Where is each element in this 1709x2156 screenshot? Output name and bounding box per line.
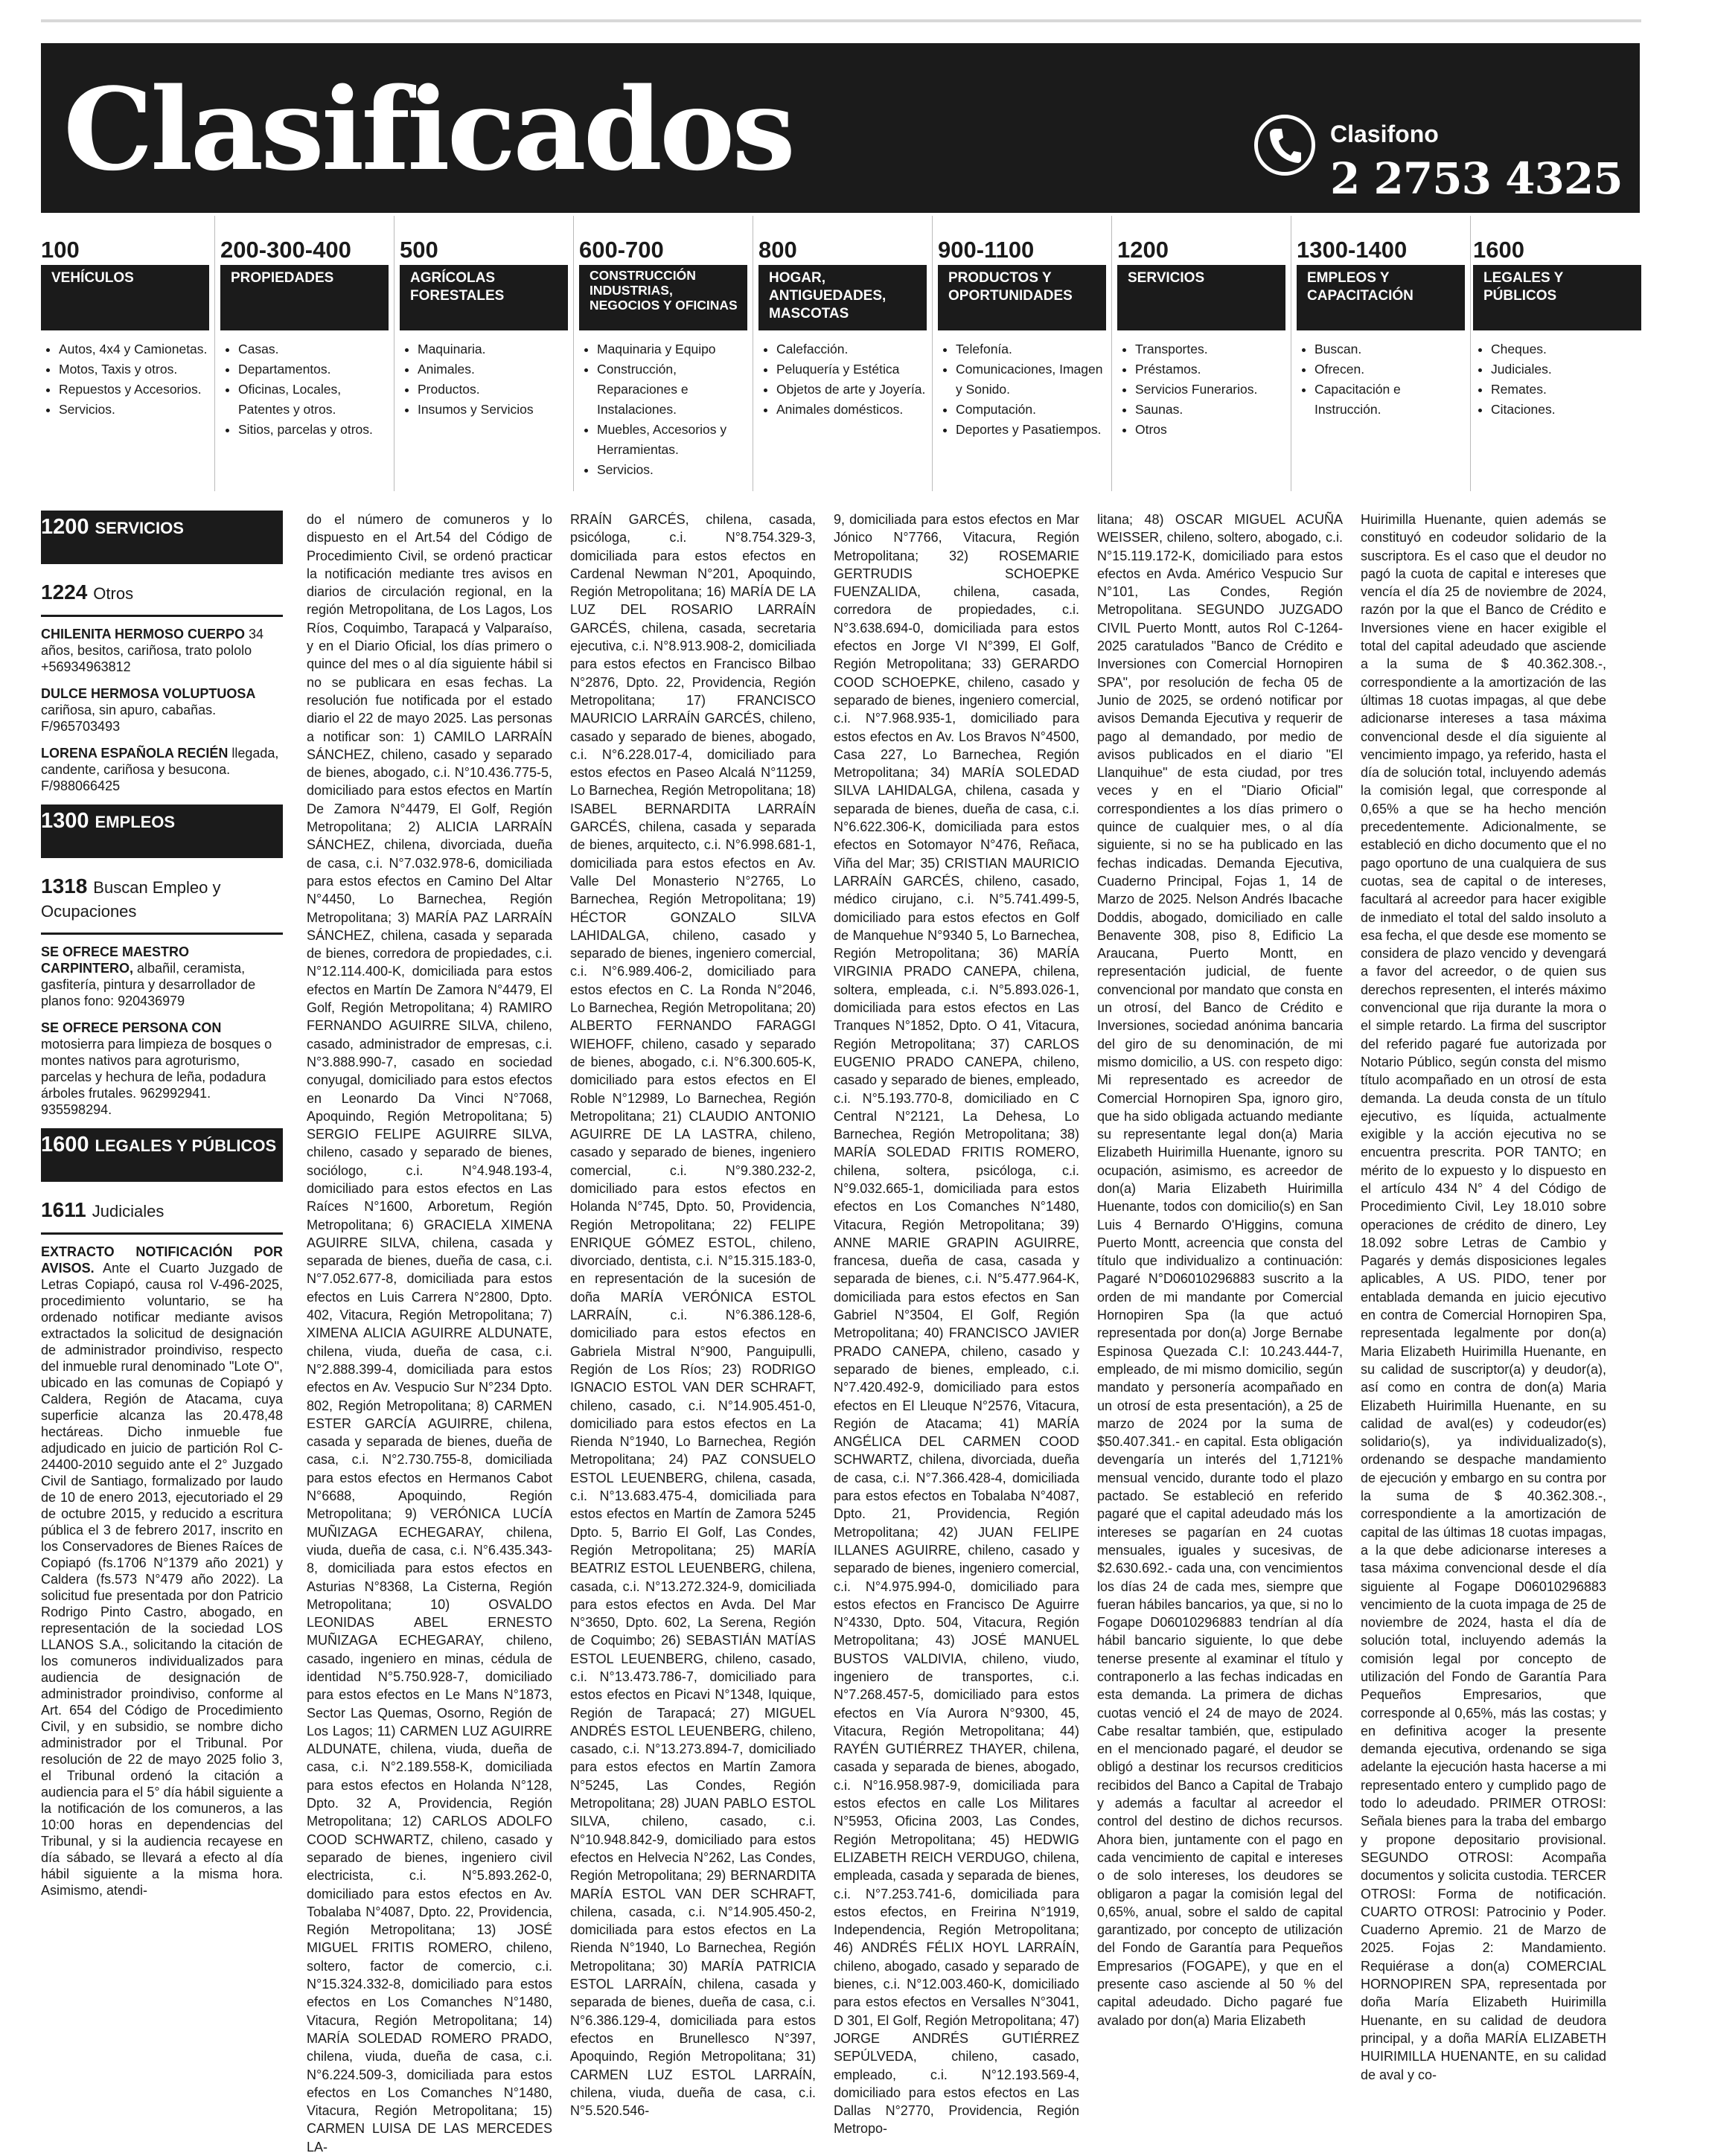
category-item: • Sitios, parcelas y otros. xyxy=(238,420,389,440)
category-label: AGRÍCOLAS FORESTALES xyxy=(400,265,568,330)
category-index xyxy=(41,235,1641,488)
column-divider xyxy=(1111,216,1112,491)
category-agricolas xyxy=(400,235,568,488)
section-header-servicios: 1200 SERVICIOS xyxy=(41,511,283,564)
category-item: • Motos, Taxis y otros. xyxy=(59,359,209,380)
category-label: HOGAR, ANTIGUEDADES, MASCOTAS xyxy=(758,265,927,330)
classified-ad: DULCE HERMOSA VOLUPTUOSA cariñosa, sin apuro, cabañas. F/965703493 xyxy=(41,686,256,734)
category-item: • Capacitación e Instrucción. xyxy=(1315,380,1465,420)
category-item: • Productos. xyxy=(418,380,568,400)
notice-text: 9, domiciliada para estos efectos en Mar Jónico N°7766, Vitacura, Región Metropolitana; 32) ROSEMARIE GERTRUDIS SCHOEPKE FUENZALIDA, chilena, casada, corredora de propiedades, c.i. N°3.638.694-0, domiciliada para estos efectos en Jorge VI N°399, El Golf, Región Metropolitana; 33) GERARDO COOD SCHOEPKE, chileno, casado y separado de bienes, ingeniero comercial, c.i. N°7.968.935-1, domiciliado para estos efectos en Av. Los Bravos N°4500, Casa 227, Lo Barnechea, Región Metropolitana; 34) MARÍA SOLEDAD SILVA LAHIDALGA, chilena, casada y separada de bienes, dueña de casa, c.i. N°6.622.306-K, domiciliada para estos efectos en Sotomayor N°476, Reñaca, Viña del Mar; 35) CRISTIAN MAURICIO LARRAÍN GARCÉS, chileno, casado, médico cirujano, c.i. N°5.741.499-5, domiciliado para estos efectos en Golf de Manquehue N°9340 5, Lo Barnechea, Región Metropolitana; 36) MARÍA VIRGINIA PRADO CANEPA, chilena, soltera, empleada, c.i. N°5.893.026-1, domiciliada para estos efectos en Las Tranques N°1852, Dpto. O 41, Vitacura, Región Metropolitana; 37) CARLOS EUGENIO PRADO CANEPA, chileno, casado y separado de bienes, empleado, c.i. N°5.193.770-8, domiciliado en C Central N°2121, La Dehesa, Lo Barnechea, Región Metropolitana; 38) MARÍA SOLEDAD FRITIS ROMERO, chilena, soltera, psicóloga, c.i. N°9.032.665-1, domiciliada para estos efectos en Los Comanches N°1480, Vitacura, Región Metropolitana; 39) ANNE MARIE GRAPIN AGUIRRE, francesa, dueña de casa, casada y separada de bienes, c.i. N°5.477.964-K, domiciliada para estos efectos en San Gabriel N°3504, El Golf, Región Metropolitana; 40) FRANCISCO JAVIER PRADO CANEPA, chileno, casado y separado de bienes, empleado, c.i. N°7.420.492-9, domiciliado para estos efectos en El Lleuque N°2576, Vitacura, Región de Atacama; 41) MARÍA ANGÉLICA DEL CARMEN COOD SCHWARTZ, chilena, divorciada, dueña de casa, c.i. N°7.366.428-4, domiciliada para estos efectos en Tobalaba N°4087, Dpto. 21, Providencia, Región Metropolitana; 42) JUAN FELIPE ILLANES AGUIRRE, chileno, casado y separado de bienes, ingeniero comercial, c.i. N°4.975.994-0, domiciliado para estos efectos en Francisco De Aguirre N°4330, Dpto. 504, Vitacura, Región Metropolitana; 43) JOSÉ MANUEL BUSTOS VALDIVIA, chileno, viudo, ingeniero de transportes, c.i. N°7.268.457-5, domiciliado para estos efectos en Vía Aurora N°9300, 45, Vitacura, Región Metropolitana; 44) RAYÉN GUTIÉRREZ THAYER, chilena, casada y separada de bienes, abogado, c.i. N°16.958.987-9, domiciliada para estos efectos en calle Los Militares N°5953, Oficina 2003, Las Condes, Región Metropolitana; 45) HEDWIG ELIZABETH REICH VERDUGO, chilena, empleada, casada y separada de bienes, c.i. N°7.253.741-6, domiciliada para estos efectos, en Freirina N°1919, Independencia, Región Metropolitana; 46) ANDRÉS FÉLIX HOYL LARRAÍN, chileno, abogado, casado y separado de bienes, c.i. N°12.003.460-K, domiciliado para estos efectos en Versalles N°3041, D 301, El Golf, Región Metropolitana; 47) JORGE ANDRÉS GUTIÉRREZ SEPÚLVEDA, chileno, casado, empleado, c.i. N°12.193.569-4, domiciliado para estos efectos en Las Dallas N°2770, Providencia, Región Metropo- xyxy=(834,512,1079,2137)
column-divider xyxy=(214,216,215,491)
category-vehiculos xyxy=(41,235,209,488)
category-item: • Insumos y Servicios xyxy=(418,400,568,420)
section-title: Clasificados xyxy=(63,63,793,196)
category-item: • Computación. xyxy=(956,400,1106,420)
category-item: • Servicios Funerarios. xyxy=(1135,380,1285,400)
masthead xyxy=(41,43,1640,213)
category-item: • Citaciones. xyxy=(1491,400,1641,420)
category-number: 1300-1400 xyxy=(1297,237,1408,263)
category-item: • Servicios. xyxy=(59,400,209,420)
text-column-1 xyxy=(307,511,552,2155)
subsection-otros: 1224 Otros xyxy=(41,580,134,604)
category-item: • Judiciales. xyxy=(1491,359,1641,380)
category-item: • Autos, 4x4 y Camionetas. xyxy=(59,339,209,359)
category-item: • Deportes y Pasatiempos. xyxy=(956,420,1106,440)
notice-text: Huirimilla Huenante, quien además se constituyó en codeudor solidario de la suscriptora. Es el caso que el deudor no pagó la cuota de capital e intereses que vencía el día 25 de noviembre de 2024, razón por la que el Banco de Crédito e Inversiones viene en hacer exigible el total del capital adeudado que asciende a la suma de $ 40.362.308.-, correspondiente a la amortización de las últimas 18 cuotas impagas, al que debe adicionarse intereses a tasa máxima convencional desde el día siguiente al vencimiento impago, ya referido, hasta el día de solución total, incluyendo además la comisión legal, que corresponde al 0,65% a que se ha hecho mención precedentemente. Adicionalmente, se estableció en dicho documento que el no pago oportuno de una cualquiera de sus cuotas, sea de capital o de intereses, facultará al acreedor para hacer exigible de inmediato el total del saldo insoluto a esa fecha, el que desde ese momento se considera de plazo vencido y devengará a favor del acreedor, o de quien sus derechos representen, el interés máximo convencional que rija durante la mora o el simple retardo. La firma del suscriptor del referido pagaré fue autorizada por Notario Público, según consta del mismo título acompañado en un otrosí de esta demanda. La deuda consta de un título ejecutivo, es líquida, actualmente exigible y la acción ejecutiva no se encuentra prescrita. POR TANTO; en mérito de lo expuesto y lo dispuesto en el artículo 434 N° 4 del Código de Procedimiento Civil, Ley 18.010 sobre operaciones de crédito de dinero, Ley 18.092 sobre Letras de Cambio y Pagarés y demás disposiciones legales aplicables, A US. PIDO, tener por entablada demanda en juicio ejecutivo en contra de Comercial Hornopiren Spa, representada legalmente por don(a) Maria Elizabeth Huirimilla Huenante, en su calidad de suscriptor(a) y deudor(a), así como en contra de don(a) Maria Elizabeth Huirimilla Huenante, en su calidad de aval(es) y codeudor(es) solidario(s), ya individualizado(s), ordenando se despache mandamiento de ejecución y embargo en su contra por la suma de $ 40.362.308.-, correspondiente a la amortización de capital de las últimas 18 cuotas impagas, a la que debe adicionarse intereses a tasa máxima convencional desde el día siguiente al Fogape D06010296883 vencimiento de la cuota impaga de 25 de noviembre de 2024, hasta el día de solución total, incluyendo además la comisión legal por concepto de utilización del Fondo de Garantía Para Pequeños Empresarios, que corresponde al 0,65%, más las costas; y en definitiva acoger la presente demanda ejecutiva, ordenando se siga adelante la ejecución hasta hacerse a mi representado entero y cumplido pago de todo lo adeudado. PRIMER OTROSI: Señala bienes para la traba del embargo y propone depositario provisional. SEGUNDO OTROSI: Acompaña documentos y solicita custodia. TERCER OTROSI: Forma de notificación. CUARTO OTROSI: Patrocinio y Poder. Cuaderno Apremio. 21 de Marzo de 2025. Fojas 2: Mandamiento. Requiérase a don(a) COMERCIAL HORNOPIREN SPA, representada por doña María Elizabeth Huirimilla Huenante, en su calidad de deudora principal, y a doña MARÍA ELIZABETH HUIRIMILLA HUENANTE, en su calidad de aval y co- xyxy=(1361,512,1606,2082)
category-propiedades xyxy=(220,235,389,488)
phone-label: Clasifono xyxy=(1330,121,1439,147)
category-number: 200-300-400 xyxy=(220,237,351,263)
category-label: CONSTRUCCIÓN INDUSTRIAS, NEGOCIOS Y OFICINAS xyxy=(579,265,747,330)
divider xyxy=(41,933,283,935)
subsection-judiciales: 1611 Judiciales xyxy=(41,1198,164,1221)
column-divider xyxy=(1470,216,1471,491)
legal-notice: EXTRACTO NOTIFICACIÓN POR AVISOS. Ante el Cuarto Juzgado de Letras Copiapó, causa rol V-496-2025, procedimiento voluntario, se ha ordenado notificar mediante avisos extractados la solicitud de designación de administrador proindiviso, respecto del inmueble rural denominado "Lote O", ubicado en las comunas de Copiapó y Caldera, Región de Atacama, cuya superficie alcanza las 20.478,48 hectáreas. Dicho inmueble fue adjudicado en juicio de partición Rol C-24400-2010 seguido ante el 2° Juzgado Civil de Santiago, formalizado por laudo de 10 de enero 2013, ejecutoriado el 29 de octubre 2015, y reducido a escritura pública el 3 de febrero 2017, inscrito en los Conservadores de Bienes Raíces de Copiapó (fs.1706 N°1379 año 2021) y Caldera (fs.573 N°479 año 2022). La solicitud fue presentada por don Patricio Rodrigo Pinto Castro, abogado, en representación de la sociedad LOS LLANOS S.A., solicitando la citación de los comuneros individualizados para audiencia de designación de administrador proindiviso, conforme al Art. 654 del Código de Procedimiento Civil, y en subsidio, se nombre dicho administrador por el Tribunal. Por resolución de 22 de mayo 2025 folio 3, el Tribunal ordenó la citación a audiencia para el 5° día hábil siguiente a la notificación de los comuneros, a las 10:00 horas en dependencias del Tribunal, y si la audiencia recayese en día sábado, se llevará a efecto al día hábil siguiente a la misma hora. Asimismo, atendi- xyxy=(41,1244,283,1898)
category-item: • Calefacción. xyxy=(776,339,927,359)
category-item: • Servicios. xyxy=(597,460,747,480)
notice-text: RRAÍN GARCÉS, chilena, casada, psicóloga, c.i. N°8.754.329-3, domiciliada para estos efectos en Cardenal Newman N°201, Apoquindo, Región Metropolitana; 16) MARÍA DE LA LUZ DEL ROSARIO LARRAÍN GARCÉS, chilena, casada, secretaria ejecutiva, c.i. N°8.913.908-2, domiciliada para estos efectos en Francisco Bilbao N°2876, Dpto. 22, Providencia, Región Metropolitana; 17) FRANCISCO MAURICIO LARRAÍN GARCÉS, chileno, casado y separado de bienes, abogado, c.i. N°6.228.017-4, domiciliado para estos efectos en Paseo Alcalá N°11259, Lo Barnechea, Región Metropolitana; 18) ISABEL BERNARDITA LARRAÍN GARCÉS, chilena, casada y separada de bienes, arquitecto, c.i. N°6.998.681-1, domiciliada para estos efectos en Av. Valle Del Monasterio N°2765, Lo Barnechea, Región Metropolitana; 19) HÉCTOR GONZALO SILVA LAHIDALGA, chileno, casado y separado de bienes, ingeniero comercial, c.i. N°6.989.406-2, domiciliado para estos efectos en C. La Ronda N°2046, Lo Barnechea, Región Metropolitana; 20) ALBERTO FERNANDO FARAGGI WIEHOFF, chileno, casado y separado de bienes, abogado, c.i. N°6.300.605-K, domiciliado para estos efectos en El Roble N°12989, Lo Barnechea, Región Metropolitana; 21) CLAUDIO ANTONIO AGUIRRE DE LA LASTRA, chileno, casado y separado de bienes, ingeniero comercial, c.i. N°9.380.232-2, domiciliado para estos efectos en Holanda N°745, Dpto. 50, Providencia, Región Metropolitana; 22) FELIPE ENRIQUE GÓMEZ ESTOL, chileno, divorciado, dentista, c.i. N°15.315.183-0, en representación de la sucesión de doña MARÍA VERÓNICA ESTOL LARRAÍN, c.i. N°6.386.128-6, domiciliado para estos efectos en Gabriela Mistral N°900, Panguipulli, Región de Los Ríos; 23) RODRIGO IGNACIO ESTOL VAN DER SCHRAFT, chileno, casado, c.i. N°14.905.451-0, domiciliado para estos efectos en La Rienda N°1940, Lo Barnechea, Región Metropolitana; 24) PAZ CONSUELO ESTOL LEUENBERG, chilena, casada, c.i. N°13.683.475-4, domiciliada para estos efectos en Martín de Zamora 5245 Dpto. 5, Barrio El Golf, Las Condes, Región Metropolitana; 25) MARÍA BEATRIZ ESTOL LEUENBERG, chilena, casada, c.i. N°13.272.324-9, domiciliada para estos efectos en Avda. Del Mar N°3650, Dpto. 602, La Serena, Región de Coquimbo; 26) SEBASTIÁN MATÍAS ESTOL LEUENBERG, chileno, casado, c.i. N°13.473.786-7, domiciliado para estos efectos en Picavi N°1348, Iquique, Región de Tarapacá; 27) MIGUEL ANDRÉS ESTOL LEUENBERG, chileno, casado, c.i. N°13.273.894-7, domiciliado para estos efectos en Martín Zamora N°5245, Las Condes, Región Metropolitana; 28) JUAN PABLO ESTOL SILVA, chileno, casado, c.i. N°10.948.842-9, domiciliado para estos efectos en Helvecia N°262, Las Condes, Región Metropolitana; 29) BERNARDITA MARÍA ESTOL VAN DER SCHRAFT, chilena, casada, c.i. N°14.905.450-2, domiciliada para estos efectos en La Rienda N°1940, Lo Barnechea, Región Metropolitana; 30) MARÍA PATRICIA ESTOL LARRAÍN, chilena, casada y separada de bienes, dueña de casa, c.i. N°6.386.129-4, domiciliada para estos efectos en Brunellesco N°397, Apoquindo, Región Metropolitana; 31) CARMEN LUZ ESTOL LARRAÍN, chilena, viuda, dueña de casa, c.i. N°5.520.546- xyxy=(570,512,816,2119)
category-item: • Maquinaria. xyxy=(418,339,568,359)
section-header-empleos: 1300 EMPLEOS xyxy=(41,804,283,858)
category-item: • Maquinaria y Equipo xyxy=(597,339,747,359)
category-number: 100 xyxy=(41,237,80,263)
top-rule xyxy=(41,19,1641,22)
text-column-3 xyxy=(834,511,1079,2137)
category-legales xyxy=(1473,235,1641,488)
category-number: 500 xyxy=(400,237,438,263)
text-column-4 xyxy=(1097,511,1343,2028)
category-item: • Transportes. xyxy=(1135,339,1285,359)
column-divider xyxy=(932,216,933,491)
category-item: • Telefonía. xyxy=(956,339,1106,359)
category-item: • Cheques. xyxy=(1491,339,1641,359)
text-column-2 xyxy=(570,511,816,2119)
category-item: • Remates. xyxy=(1491,380,1641,400)
category-item: • Oficinas, Locales, Patentes y otros. xyxy=(238,380,389,420)
category-number: 1200 xyxy=(1117,237,1169,263)
category-item: • Muebles, Accesorios y Herramientas. xyxy=(597,420,747,460)
classified-sidebar xyxy=(41,511,283,1909)
category-number: 900-1100 xyxy=(938,237,1035,263)
category-productos xyxy=(938,235,1106,488)
category-number: 600-700 xyxy=(579,237,664,263)
category-item: • Objetos de arte y Joyería. xyxy=(776,380,927,400)
classified-ad: SE OFRECE PERSONA CON motosierra para limpieza de bosques o montes nativos para agroturismo, parcelas y hechura de leña, podadura árboles frutales. 962992941. 935598294. xyxy=(41,1020,272,1117)
phone-icon xyxy=(1254,115,1315,176)
category-label: LEGALES Y PÚBLICOS xyxy=(1473,265,1641,330)
category-item: • Repuestos y Accesorios. xyxy=(59,380,209,400)
category-item: • Animales. xyxy=(418,359,568,380)
category-item: • Saunas. xyxy=(1135,400,1285,420)
notice-text: do el número de comuneros y lo dispuesto en el Art.54 del Código de Procedimiento Civil, se ordenó practicar la notificación mediante tres avisos en diarios de circulación regional, en la región Metropolitana, de Los Lagos, Los Ríos, Coquimbo, Tarapacá y Valparaíso, y en el Diario Oficial, los días primero o quince del mes o al día siguiente hábil si no se publicara en esas fechas. La resolución fue notificada por el estado diario el 22 de mayo 2025. Las personas a notificar son: 1) CAMILO LARRAÍN SÁNCHEZ, chileno, casado y separado de bienes, abogado, c.i. N°10.436.775-5, domiciliado para estos efectos en Martín De Zamora N°4479, El Golf, Región Metropolitana; 2) ALICIA LARRAÍN SÁNCHEZ, chilena, divorciada, dueña de casa, c.i. N°7.032.978-6, domiciliada para estos efectos en Camino Del Altar N°4450, Lo Barnechea, Región Metropolitana; 3) MARÍA PAZ LARRAÍN SÁNCHEZ, chilena, casada y separada de bienes, corredora de propiedades, c.i. N°12.114.400-K, domiciliada para estos efectos en Martín De Zamora N°4479, El Golf, Región Metropolitana; 4) RAMIRO FERNANDO AGUIRRE SILVA, chileno, casado, administrador de empresas, c.i. N°3.888.990-7, casado en sociedad conyugal, domiciliado para estos efectos en Leonardo Da Vinci N°7068, Apoquindo, Región Metropolitana; 5) SERGIO FELIPE AGUIRRE SILVA, chileno, casado y separado de bienes, sociólogo, c.i. N°4.948.193-4, domiciliado para estos efectos en Las Raíces N°1600, Arboretum, Región Metropolitana; 6) GRACIELA XIMENA AGUIRRE SILVA, chilena, casada y separada de bienes, dueña de casa, c.i. N°7.052.677-8, domiciliada para estos efectos en Luis Carrera N°2800, Dpto. 402, Vitacura, Región Metropolitana; 7) XIMENA ALICIA AGUIRRE ALDUNATE, chilena, viuda, dueña de casa, c.i. N°2.888.399-4, domiciliada para estos efectos en Av. Vespucio Sur N°234 Dpto. 802, Región Metropolitana; 8) CARMEN ESTER GARCÍA AGUIRRE, chilena, casada y separada de bienes, dueña de casa, c.i. N°2.730.755-8, domiciliada para estos efectos en Hermanos Cabot N°6688, Apoquindo, Región Metropolitana; 9) VERÓNICA LUCÍA MUÑIZAGA ECHEGARAY, chilena, viuda, dueña de casa, c.i. N°6.435.343-8, domiciliada para estos efectos en Asturias N°8368, La Cisterna, Región Metropolitana; 10) OSVALDO LEONIDAS ABEL ERNESTO MUÑIZAGA ECHEGARAY, chileno, casado, ingeniero en minas, cédula de identidad N°5.750.928-7, domiciliado para estos efectos en Le Mans N°1873, Sector Las Quemas, Osorno, Región de Los Lagos; 11) CARMEN LUZ AGUIRRE ALDUNATE, chilena, viuda, dueña de casa, c.i. N°2.189.558-K, domiciliada para estos efectos en Holanda N°128, Dpto. 32 A, Providencia, Región Metropolitana; 12) CARLOS ADOLFO COOD SCHWARTZ, chileno, casado y separado de bienes, ingeniero civil electricista, c.i. N°5.893.262-0, domiciliado para estos efectos en Av. Tobalaba N°4087, Dpto. 22, Providencia, Región Metropolitana; 13) JOSÉ MIGUEL FRITIS ROMERO, chileno, soltero, factor de comercio, c.i. N°15.324.332-8, domiciliado para estos efectos en Los Comanches N°1480, Vitacura, Región Metropolitana; 14) MARÍA SOLEDAD ROMERO PRADO, chilena, viuda, dueña de casa, c.i. N°6.224.509-3, domiciliada para estos efectos en Los Comanches N°1480, Vitacura, Región Metropolitana; 15) CARMEN LUISA DE LAS MERCEDES LA- xyxy=(307,512,552,2155)
category-item: • Ofrecen. xyxy=(1315,359,1465,380)
section-header-legales: 1600 LEGALES Y PÚBLICOS xyxy=(41,1128,283,1182)
category-label: SERVICIOS xyxy=(1117,265,1285,330)
category-label: EMPLEOS Y CAPACITACIÓN xyxy=(1297,265,1465,330)
classified-ad: SE OFRECE MAESTRO CARPINTERO, albañil, ceramista, gasfitería, pintura y desarrollador de planos fono: 920436979 xyxy=(41,944,256,1008)
category-item: • Animales domésticos. xyxy=(776,400,927,420)
category-number: 1600 xyxy=(1473,237,1524,263)
category-item: • Casas. xyxy=(238,339,389,359)
category-label: PROPIEDADES xyxy=(220,265,389,330)
subsection-buscan-empleo: 1318 Buscan Empleo y Ocupaciones xyxy=(41,874,221,921)
category-hogar xyxy=(758,235,927,488)
category-label: VEHÍCULOS xyxy=(41,265,209,330)
phone-number: 2 2753 4325 xyxy=(1330,153,1623,204)
category-servicios xyxy=(1117,235,1285,488)
divider xyxy=(41,615,283,617)
divider xyxy=(41,1232,283,1235)
category-item: • Préstamos. xyxy=(1135,359,1285,380)
category-number: 800 xyxy=(758,237,797,263)
category-construccion xyxy=(579,235,747,488)
classified-ad: LORENA ESPAÑOLA RECIÉN llegada, candente, cariñosa y besucona. F/988066425 xyxy=(41,746,279,793)
column-divider xyxy=(573,216,574,491)
category-empleos xyxy=(1297,235,1465,488)
category-item: • Peluquería y Estética xyxy=(776,359,927,380)
category-item: • Comunicaciones, Imagen y Sonido. xyxy=(956,359,1106,400)
category-item: • Buscan. xyxy=(1315,339,1465,359)
category-label: PRODUCTOS Y OPORTUNIDADES xyxy=(938,265,1106,330)
text-column-5 xyxy=(1361,511,1606,2082)
category-item: • Construcción, Reparaciones e Instalaciones. xyxy=(597,359,747,420)
classified-ad: CHILENITA HERMOSO CUERPO 34 años, besitos, cariñosa, trato pololo +56934963812 xyxy=(41,627,264,674)
category-item: • Otros xyxy=(1135,420,1285,440)
notice-text: litana; 48) OSCAR MIGUEL ACUÑA WEISSER, chileno, soltero, abogado, c.i. N°15.119.172-K, domiciliado para estos efectos en Avda. Américo Vespucio Sur N°101, Las Condes, Región Metropolitana. SEGUNDO JUZGADO CIVIL Puerto Montt, autos Rol C-1264-2025 caratulados "Banco de Crédito e Inversiones con Comercial Hornopiren SPA", por resolución de fecha 05 de Junio de 2025, se ordenó notificar por avisos Demanda Ejecutiva y requerir de pago al demandado, por medio de avisos publicados en el diario "El Llanquihue" de esta ciudad, por tres veces y en el "Diario Oficial" correspondientes a los días primero o quince de cualquier mes, o al día siguiente, si no se ha publicado en las fechas indicadas. Demanda Ejecutiva, Cuaderno Principal, Fojas 1, 14 de Marzo de 2025. Nelson Andrés Ibacache Doddis, abogado, domiciliado en calle Benavente 308, piso 8, Edificio La Araucana, Puerto Montt, en representación judicial, de fuente convencional por mandato que consta en un otrosí, del Banco de Crédito e Inversiones, sociedad anónima bancaria del giro de su denominación, de mi mismo domicilio, a US. con respeto digo: Mi representado es acreedor de Comercial Hornopiren Spa, ignoro giro, que ha sido obligada actuando mediante su representante legal don(a) Maria Elizabeth Huirimilla Huenante, ignoro su ocupación, asimismo, es acreedor de don(a) Maria Elizabeth Huirimilla Huenante, todos con domicilio(s) en San Luis 4 Bernardo O'Higgins, comuna Puerto Montt, acreencia que consta del título que individualizo a continuación: Pagaré N°D06010296883 suscrito a la orden de mi mandante por Comercial Hornopiren Spa (la que actuó representada por don(a) Jorge Bernabe Espinosa Quezada C.I: 10.243.444-7, empleado, de mi mismo domicilio, según mandato y personería acompañado en un otrosí de esta presentación), a 25 de marzo de 2024 por la suma de $50.407.341.- en capital. Esta obligación devengaría un interés del 1,7121% mensual vencido, durante todo el plazo pactado. Se estableció en referido pagaré que el capital adeudado más los intereses se pagarían en 24 cuotas mensuales, iguales y sucesivas, de $2.630.692.- cada una, con vencimientos los días 24 de cada mes, siempre que fueran hábiles bancarios, ya que, si no lo Fogape D06010296883 tendrían al día hábil bancario siguiente, lo que debe tenerse presente al examinar el título y contraponerlo a las fechas indicadas en esta demanda. La primera de dichas cuotas venció el 24 de mayo de 2024. Cabe resaltar también, que, estipulado en el mencionado pagaré, el deudor se obligó a destinar los recursos crediticios recibidos del Banco a Capital de Trabajo y además a facultar al acreedor el control del destino de dichos recursos. Ahora bien, juntamente con el pago en cada vencimiento de capital e intereses o de solo intereses, los deudores se obligaron a pagar la comisión legal del 0,65%, anual, sobre el saldo de capital garantizado, por concepto de utilización del Fondo de Garantía para Pequeños Empresarios (FOGAPE), y que en el presente caso asciende al 50 % del capital adeudado. Dicho pagaré fue avalado por don(a) Maria Elizabeth xyxy=(1097,512,1343,2028)
category-item: • Departamentos. xyxy=(238,359,389,380)
